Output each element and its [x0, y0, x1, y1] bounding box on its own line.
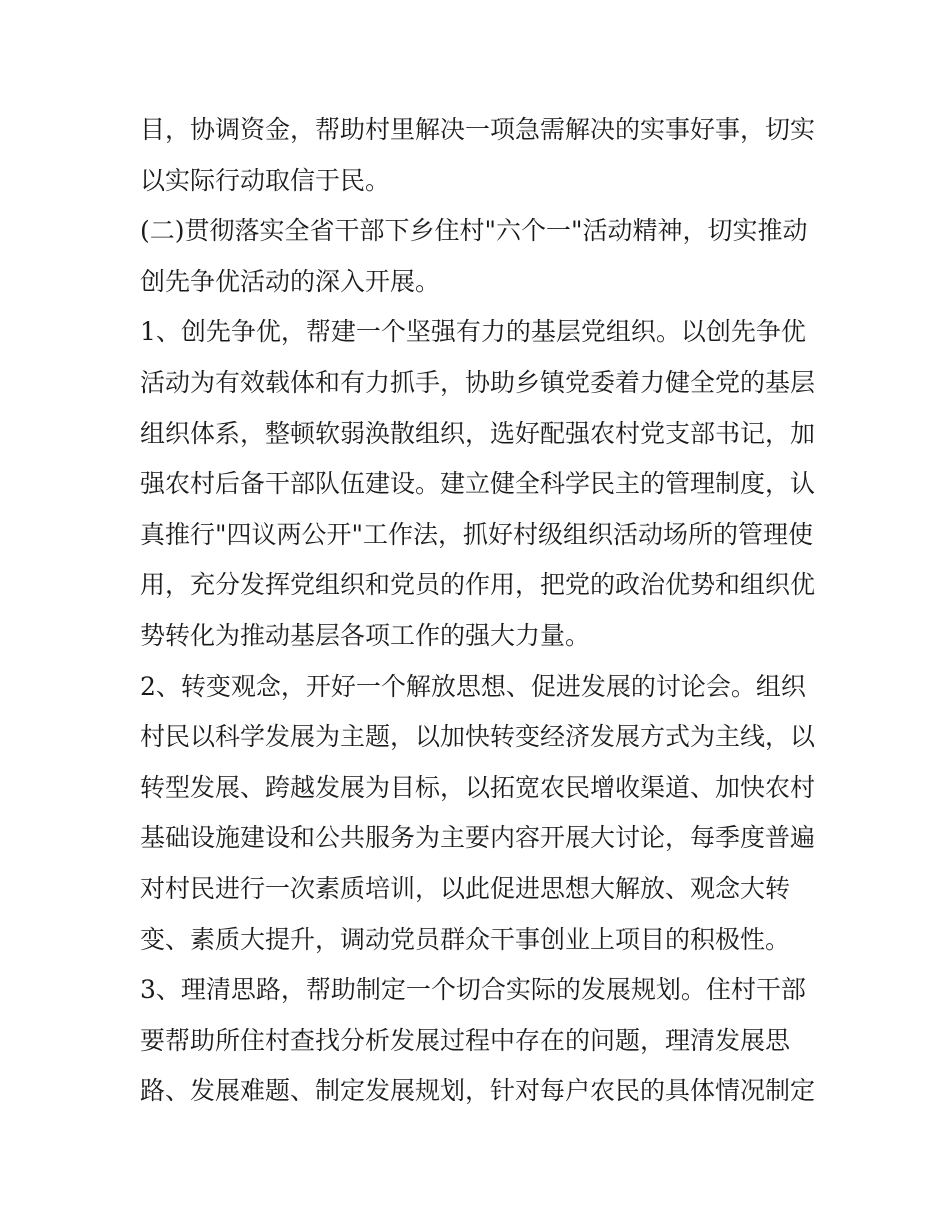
body-text	[140, 105, 820, 1117]
text-line: 目，协调资金，帮助村里解决一项急需解决的实事好事，切实	[140, 115, 816, 144]
item-2-line: 2、转变观念，开好一个解放思想、促进发展的讨论会。组织	[140, 671, 806, 701]
section-heading-line: (二)贯彻落实全省干部下乡住村"六个一"活动精神，切实推动	[140, 216, 808, 246]
item-2-line: 对村民进行一次素质培训，以此促进思想大解放、观念大转	[140, 873, 791, 903]
item-3-line: 路、发展难题、制定发展规划，针对每户农民的具体情况制定	[140, 1076, 816, 1106]
item-2-line: 村民以科学发展为主题，以加快转变经济发展方式为主线，以	[140, 722, 816, 752]
item-1-line: 势转化为推动基层各项工作的强大力量。	[140, 620, 591, 650]
item-2-line: 变、素质大提升，调动党员群众干事创业上项目的积极性。	[140, 924, 791, 954]
item-3-line: 3、理清思路，帮助制定一个切合实际的发展规划。住村干部	[140, 975, 806, 1005]
item-1-line: 1、创先争优，帮建一个坚强有力的基层党组织。以创先争优	[140, 317, 806, 347]
item-1-line: 组织体系，整顿软弱涣散组织，选好配强农村党支部书记，加	[140, 418, 816, 448]
item-2-line: 转型发展、跨越发展为目标，以拓宽农民增收渠道、加快农村	[140, 772, 816, 802]
item-1-line: 强农村后备干部队伍建设。建立健全科学民主的管理制度，认	[140, 469, 816, 499]
item-1-line: 活动为有效载体和有力抓手，协助乡镇党委着力健全党的基层	[140, 367, 816, 397]
item-1-line: 真推行"四议两公开"工作法，抓好村级组织活动场所的管理使	[140, 519, 814, 549]
section-heading-line: 创先争优活动的深入开展。	[140, 266, 441, 296]
text-line: 以实际行动取信于民。	[140, 165, 391, 195]
item-1-line: 用，充分发挥党组织和党员的作用，把党的政治优势和组织优	[140, 570, 816, 600]
item-2-line: 基础设施建设和公共服务为主要内容开展大讨论，每季度普遍	[140, 823, 816, 853]
item-3-line: 要帮助所住村查找分析发展过程中存在的问题，理清发展思	[140, 1025, 791, 1055]
